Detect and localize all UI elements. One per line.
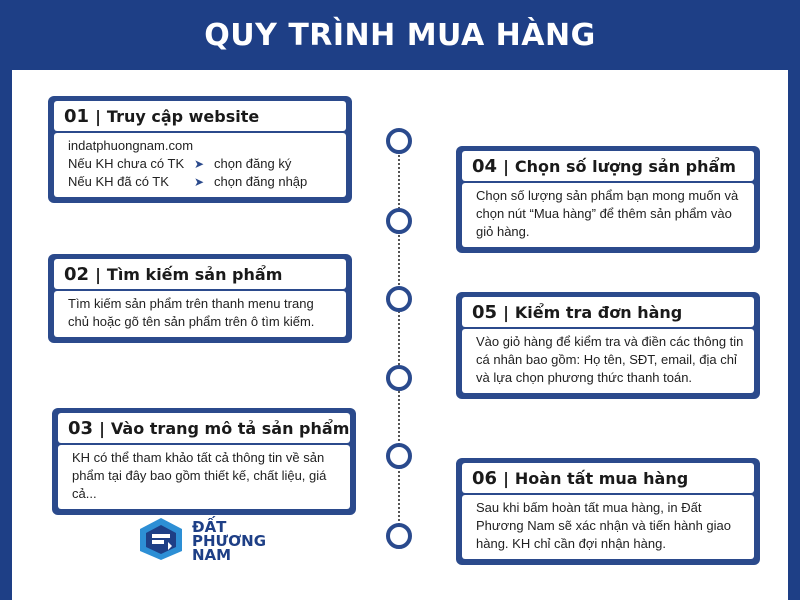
- timeline-dot: [386, 523, 412, 549]
- step-header: [58, 413, 350, 443]
- step-separator: |: [503, 156, 509, 176]
- step-card-02: [48, 254, 352, 343]
- step-heading: Chọn số lượng sản phẩm: [514, 156, 736, 176]
- condition-text: Nếu KH đã có TK: [68, 174, 169, 189]
- step-separator: |: [99, 418, 105, 438]
- step-card-01: [48, 96, 352, 203]
- step-number: 06: [472, 467, 498, 489]
- step-card-03: [52, 408, 356, 515]
- logo-mark-icon: [136, 516, 186, 562]
- option-row: [68, 155, 336, 173]
- step-heading: Hoàn tất mua hàng: [514, 468, 689, 488]
- timeline-dot: [386, 286, 412, 312]
- action-text: chọn đăng nhập: [214, 174, 308, 189]
- step-header: [462, 297, 754, 327]
- step-number: 03: [68, 417, 94, 439]
- step-body: KH có thể tham khảo tất cả thông tin về sản phẩm tại đây bao gồm thiết kế, chất liệu, giá cả...: [58, 445, 350, 509]
- condition-text: Nếu KH chưa có TK: [68, 156, 185, 171]
- step-number: 02: [64, 263, 90, 285]
- timeline-line: [398, 140, 400, 540]
- action-text: chọn đăng ký: [214, 156, 292, 171]
- website-url: indatphuongnam.com: [68, 138, 194, 153]
- step-number: 05: [472, 301, 498, 323]
- step-body: Vào giỏ hàng để kiểm tra và điền các thông tin cá nhân bao gồm: Họ tên, SĐT, email, địa chỉ và lựa chọn phương thức thanh toán.: [462, 329, 754, 393]
- step-separator: |: [95, 106, 101, 126]
- step-heading: Vào trang mô tả sản phẩm: [110, 418, 350, 438]
- step-heading: Kiểm tra đơn hàng: [514, 302, 683, 322]
- step-header: [462, 151, 754, 181]
- step-heading: Tìm kiếm sản phẩm: [106, 264, 283, 284]
- step-number: 04: [472, 155, 498, 177]
- step-header: [462, 463, 754, 493]
- logo-text: ĐẤT PHƯƠNG NAM: [192, 518, 267, 564]
- brand-logo: [136, 516, 296, 566]
- step-number: 01: [64, 105, 90, 127]
- step-separator: |: [95, 264, 101, 284]
- step-body: [54, 133, 346, 197]
- step-body: Sau khi bấm hoàn tất mua hàng, in Đất Phương Nam sẽ xác nhận và tiến hành giao hàng. KH chỉ cần đợi nhận hàng.: [462, 495, 754, 559]
- page-title: QUY TRÌNH MUA HÀNG: [204, 18, 596, 53]
- step-heading: Truy cập website: [106, 106, 260, 126]
- step-card-05: [456, 292, 760, 399]
- timeline-dot: [386, 208, 412, 234]
- timeline-dot: [386, 365, 412, 391]
- chevron-right-icon: ➤: [194, 157, 205, 171]
- timeline-dot: [386, 128, 412, 154]
- step-card-06: [456, 458, 760, 565]
- step-body: Tìm kiếm sản phẩm trên thanh menu trang chủ hoặc gõ tên sản phẩm trên ô tìm kiếm.: [54, 291, 346, 337]
- step-header: [54, 259, 346, 289]
- step-card-04: [456, 146, 760, 253]
- step-body: Chọn số lượng sản phẩm bạn mong muốn và chọn nút “Mua hàng” để thêm sản phẩm vào giỏ hàng.: [462, 183, 754, 247]
- step-separator: |: [503, 302, 509, 322]
- step-header: [54, 101, 346, 131]
- chevron-right-icon: ➤: [194, 175, 205, 189]
- option-row: [68, 173, 336, 191]
- timeline-dot: [386, 443, 412, 469]
- step-separator: |: [503, 468, 509, 488]
